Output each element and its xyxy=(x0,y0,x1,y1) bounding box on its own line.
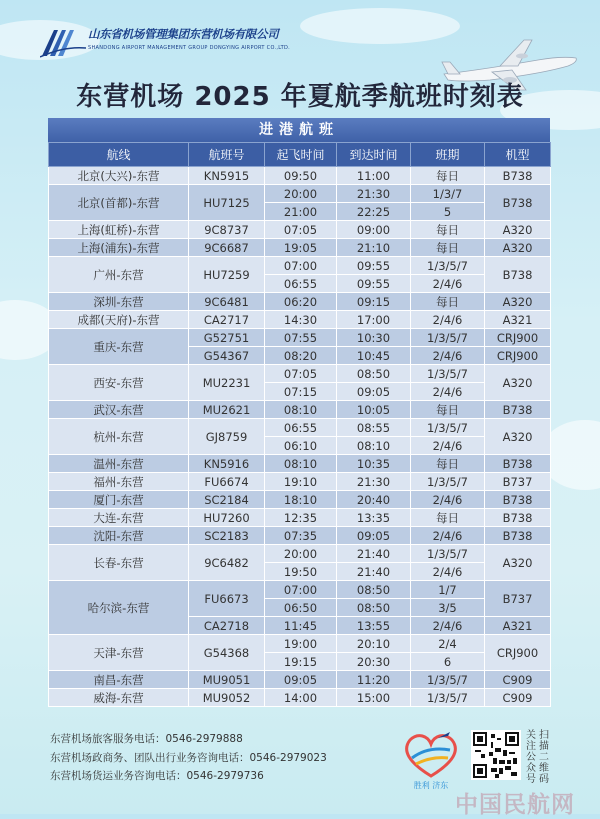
departure-time-cell: 07:05 xyxy=(265,365,337,383)
flight-number-cell: G54368 xyxy=(189,635,265,671)
table-row xyxy=(49,473,551,491)
airport-logo-icon xyxy=(40,26,86,58)
route-cell: 武汉-东营 xyxy=(49,401,189,419)
arrival-time-cell: 10:30 xyxy=(337,329,411,347)
route-cell: 大连-东营 xyxy=(49,509,189,527)
aircraft-type-cell: B738 xyxy=(485,167,551,185)
table-row xyxy=(49,581,551,599)
aircraft-type-cell: B738 xyxy=(485,527,551,545)
schedule-table-container xyxy=(48,118,550,707)
contact-info xyxy=(50,730,327,786)
departure-time-cell: 18:10 xyxy=(265,491,337,509)
departure-time-cell: 07:05 xyxy=(265,221,337,239)
arrival-time-cell: 17:00 xyxy=(337,311,411,329)
route-cell: 南昌-东营 xyxy=(49,671,189,689)
arrival-time-cell: 22:25 xyxy=(337,203,411,221)
aircraft-type-cell: B737 xyxy=(485,473,551,491)
arrival-time-cell: 21:40 xyxy=(337,545,411,563)
flight-number-cell: MU2231 xyxy=(189,365,265,401)
column-header: 航线 xyxy=(49,143,189,167)
departure-time-cell: 19:10 xyxy=(265,473,337,491)
aircraft-type-cell: A321 xyxy=(485,311,551,329)
contact-line: 东营机场旅客服务电话：0546-2979888 xyxy=(50,733,243,745)
table-row xyxy=(49,491,551,509)
flight-number-cell: CA2717 xyxy=(189,311,265,329)
departure-time-cell: 19:00 xyxy=(265,635,337,653)
departure-time-cell: 20:00 xyxy=(265,545,337,563)
flight-number-cell: HU7125 xyxy=(189,185,265,221)
aircraft-type-cell: B738 xyxy=(485,455,551,473)
aircraft-type-cell: A320 xyxy=(485,545,551,581)
table-body xyxy=(49,167,551,707)
table-row xyxy=(49,311,551,329)
qr-label-line: 扫 描 二 维 码 xyxy=(539,730,549,785)
column-header: 机型 xyxy=(485,143,551,167)
schedule-days-cell: 5 xyxy=(411,203,485,221)
departure-time-cell: 11:45 xyxy=(265,617,337,635)
schedule-days-cell: 每日 xyxy=(411,167,485,185)
schedule-days-cell: 1/7 xyxy=(411,581,485,599)
slogan-text: 胜利 济东 xyxy=(413,781,449,790)
departure-time-cell: 14:30 xyxy=(265,311,337,329)
departure-time-cell: 21:00 xyxy=(265,203,337,221)
departure-time-cell: 14:00 xyxy=(265,689,337,707)
arrival-time-cell: 10:05 xyxy=(337,401,411,419)
schedule-days-cell: 每日 xyxy=(411,401,485,419)
table-row xyxy=(49,509,551,527)
flight-number-cell: G54367 xyxy=(189,347,265,365)
route-cell: 福州-东营 xyxy=(49,473,189,491)
route-cell: 广州-东营 xyxy=(49,257,189,293)
schedule-days-cell: 每日 xyxy=(411,455,485,473)
arrival-time-cell: 21:30 xyxy=(337,185,411,203)
flight-number-cell: FU6673 xyxy=(189,581,265,617)
route-cell: 天津-东营 xyxy=(49,635,189,671)
route-cell: 厦门-东营 xyxy=(49,491,189,509)
flight-number-cell: HU7259 xyxy=(189,257,265,293)
route-cell: 哈尔滨-东营 xyxy=(49,581,189,635)
flight-number-cell: SC2183 xyxy=(189,527,265,545)
arrival-time-cell: 09:05 xyxy=(337,527,411,545)
schedule-days-cell: 每日 xyxy=(411,221,485,239)
schedule-days-cell: 3/5 xyxy=(411,599,485,617)
slogan-logo xyxy=(398,728,464,790)
watermark: 中国民航网 xyxy=(455,792,575,818)
departure-time-cell: 07:35 xyxy=(265,527,337,545)
schedule-days-cell: 2/4/6 xyxy=(411,563,485,581)
contact-line: 东营机场货运业务咨询电话：0546-2979736 xyxy=(50,770,264,782)
table-row xyxy=(49,293,551,311)
schedule-days-cell: 2/4/6 xyxy=(411,311,485,329)
page-title: 东营机场 2025 年夏航季航班时刻表 xyxy=(76,82,524,112)
schedule-days-cell: 1/3/5/7 xyxy=(411,671,485,689)
table-row xyxy=(49,239,551,257)
arrival-time-cell: 09:55 xyxy=(337,275,411,293)
table-row xyxy=(49,167,551,185)
table-header-row xyxy=(49,143,551,167)
route-cell: 重庆-东营 xyxy=(49,329,189,365)
arrival-time-cell: 09:05 xyxy=(337,383,411,401)
departure-time-cell: 08:10 xyxy=(265,401,337,419)
schedule-days-cell: 1/3/5/7 xyxy=(411,545,485,563)
flight-number-cell: HU7260 xyxy=(189,509,265,527)
departure-time-cell: 06:55 xyxy=(265,275,337,293)
arrival-time-cell: 11:20 xyxy=(337,671,411,689)
route-cell: 温州-东营 xyxy=(49,455,189,473)
table-row xyxy=(49,257,551,275)
arrival-time-cell: 08:50 xyxy=(337,365,411,383)
arrival-time-cell: 13:35 xyxy=(337,509,411,527)
schedule-days-cell: 1/3/5/7 xyxy=(411,365,485,383)
departure-time-cell: 09:50 xyxy=(265,167,337,185)
departure-time-cell: 07:00 xyxy=(265,257,337,275)
schedule-days-cell: 每日 xyxy=(411,239,485,257)
flight-number-cell: SC2184 xyxy=(189,491,265,509)
route-cell: 杭州-东营 xyxy=(49,419,189,455)
column-header: 航班号 xyxy=(189,143,265,167)
aircraft-type-cell: A320 xyxy=(485,239,551,257)
flight-number-cell: MU9051 xyxy=(189,671,265,689)
arrival-time-cell: 10:35 xyxy=(337,455,411,473)
departure-time-cell: 20:00 xyxy=(265,185,337,203)
schedule-days-cell: 1/3/7 xyxy=(411,185,485,203)
aircraft-type-cell: C909 xyxy=(485,671,551,689)
departure-time-cell: 08:10 xyxy=(265,455,337,473)
route-cell: 西安-东营 xyxy=(49,365,189,401)
departure-time-cell: 12:35 xyxy=(265,509,337,527)
schedule-days-cell: 2/4/6 xyxy=(411,617,485,635)
departure-time-cell: 08:20 xyxy=(265,347,337,365)
arrival-time-cell: 08:10 xyxy=(337,437,411,455)
schedule-days-cell: 1/3/5/7 xyxy=(411,473,485,491)
column-header: 到达时间 xyxy=(337,143,411,167)
flight-number-cell: 9C6687 xyxy=(189,239,265,257)
arrival-time-cell: 08:50 xyxy=(337,581,411,599)
departure-time-cell: 06:10 xyxy=(265,437,337,455)
departure-time-cell: 19:50 xyxy=(265,563,337,581)
flight-number-cell: MU2621 xyxy=(189,401,265,419)
route-cell: 上海(虹桥)-东营 xyxy=(49,221,189,239)
flight-number-cell: GJ8759 xyxy=(189,419,265,455)
departure-time-cell: 06:50 xyxy=(265,599,337,617)
aircraft-type-cell: A320 xyxy=(485,365,551,401)
departure-time-cell: 09:05 xyxy=(265,671,337,689)
schedule-days-cell: 2/4 xyxy=(411,635,485,653)
departure-time-cell: 19:05 xyxy=(265,239,337,257)
table-row xyxy=(49,419,551,437)
arrival-time-cell: 20:40 xyxy=(337,491,411,509)
flight-number-cell: CA2718 xyxy=(189,617,265,635)
aircraft-type-cell: CRJ900 xyxy=(485,635,551,671)
column-header: 班期 xyxy=(411,143,485,167)
company-name-en: SHANDONG AIRPORT MANAGEMENT GROUP DONGYING AIRPORT CO.,LTD. xyxy=(88,45,291,51)
schedule-days-cell: 1/3/5/7 xyxy=(411,329,485,347)
table-row xyxy=(49,635,551,653)
flight-number-cell: KN5915 xyxy=(189,167,265,185)
schedule-days-cell: 6 xyxy=(411,653,485,671)
schedule-days-cell: 1/3/5/7 xyxy=(411,257,485,275)
table-row xyxy=(49,689,551,707)
aircraft-type-cell: A320 xyxy=(485,419,551,455)
aircraft-type-cell: CRJ900 xyxy=(485,347,551,365)
arrival-time-cell: 09:00 xyxy=(337,221,411,239)
departure-time-cell: 19:15 xyxy=(265,653,337,671)
table-row xyxy=(49,671,551,689)
table-row xyxy=(49,365,551,383)
schedule-days-cell: 2/4/6 xyxy=(411,383,485,401)
cloud-decoration xyxy=(300,8,460,44)
schedule-days-cell: 2/4/6 xyxy=(411,437,485,455)
arrival-time-cell: 20:10 xyxy=(337,635,411,653)
route-cell: 长春-东营 xyxy=(49,545,189,581)
departure-time-cell: 06:20 xyxy=(265,293,337,311)
arrival-time-cell: 13:55 xyxy=(337,617,411,635)
qr-label-line: 关 注 公 众 号 xyxy=(526,730,536,785)
schedule-days-cell: 1/3/5/7 xyxy=(411,419,485,437)
flight-number-cell: G52751 xyxy=(189,329,265,347)
flight-number-cell: FU6674 xyxy=(189,473,265,491)
aircraft-type-cell: B738 xyxy=(485,257,551,293)
arrival-time-cell: 21:40 xyxy=(337,563,411,581)
aircraft-type-cell: B738 xyxy=(485,491,551,509)
aircraft-type-cell: B737 xyxy=(485,581,551,617)
aircraft-type-cell: B738 xyxy=(485,401,551,419)
schedule-days-cell: 2/4/6 xyxy=(411,491,485,509)
arrival-time-cell: 21:30 xyxy=(337,473,411,491)
arrival-time-cell: 10:45 xyxy=(337,347,411,365)
aircraft-type-cell: A320 xyxy=(485,293,551,311)
flight-number-cell: 9C6481 xyxy=(189,293,265,311)
departure-time-cell: 07:55 xyxy=(265,329,337,347)
flight-number-cell: 9C8737 xyxy=(189,221,265,239)
schedule-days-cell: 2/4/6 xyxy=(411,527,485,545)
table-row xyxy=(49,455,551,473)
section-header-arrivals: 进港航班 xyxy=(48,118,550,142)
route-cell: 上海(浦东)-东营 xyxy=(49,239,189,257)
arrival-time-cell: 09:55 xyxy=(337,257,411,275)
arrival-time-cell: 08:55 xyxy=(337,419,411,437)
arrival-time-cell: 11:00 xyxy=(337,167,411,185)
table-row xyxy=(49,527,551,545)
route-cell: 北京(首都)-东营 xyxy=(49,185,189,221)
schedule-days-cell: 每日 xyxy=(411,509,485,527)
arrival-time-cell: 15:00 xyxy=(337,689,411,707)
aircraft-type-cell: A321 xyxy=(485,617,551,635)
schedule-days-cell: 2/4/6 xyxy=(411,347,485,365)
route-cell: 深圳-东营 xyxy=(49,293,189,311)
table-row xyxy=(49,401,551,419)
departure-time-cell: 07:15 xyxy=(265,383,337,401)
table-row xyxy=(49,185,551,203)
route-cell: 北京(大兴)-东营 xyxy=(49,167,189,185)
arrival-time-cell: 09:15 xyxy=(337,293,411,311)
qr-code[interactable] xyxy=(471,730,521,780)
route-cell: 威海-东营 xyxy=(49,689,189,707)
route-cell: 沈阳-东营 xyxy=(49,527,189,545)
table-row xyxy=(49,545,551,563)
schedule-days-cell: 每日 xyxy=(411,293,485,311)
flight-number-cell: 9C6482 xyxy=(189,545,265,581)
flight-number-cell: MU9052 xyxy=(189,689,265,707)
schedule-table xyxy=(48,142,551,707)
contact-line: 东营机场政商务、团队出行业务咨询电话：0546-2979023 xyxy=(50,751,327,764)
schedule-days-cell: 2/4/6 xyxy=(411,275,485,293)
aircraft-type-cell: C909 xyxy=(485,689,551,707)
column-header: 起飞时间 xyxy=(265,143,337,167)
aircraft-type-cell: CRJ900 xyxy=(485,329,551,347)
company-logo xyxy=(40,26,290,62)
arrival-time-cell: 21:10 xyxy=(337,239,411,257)
arrival-time-cell: 08:50 xyxy=(337,599,411,617)
flight-number-cell: KN5916 xyxy=(189,455,265,473)
table-row xyxy=(49,221,551,239)
aircraft-type-cell: B738 xyxy=(485,185,551,221)
company-name-cn: 山东省机场管理集团东营机场有限公司 xyxy=(88,27,279,41)
arrival-time-cell: 20:30 xyxy=(337,653,411,671)
aircraft-type-cell: A320 xyxy=(485,221,551,239)
departure-time-cell: 06:55 xyxy=(265,419,337,437)
aircraft-type-cell: B738 xyxy=(485,509,551,527)
departure-time-cell: 07:00 xyxy=(265,581,337,599)
schedule-days-cell: 1/3/5/7 xyxy=(411,689,485,707)
route-cell: 成都(天府)-东营 xyxy=(49,311,189,329)
table-row xyxy=(49,329,551,347)
